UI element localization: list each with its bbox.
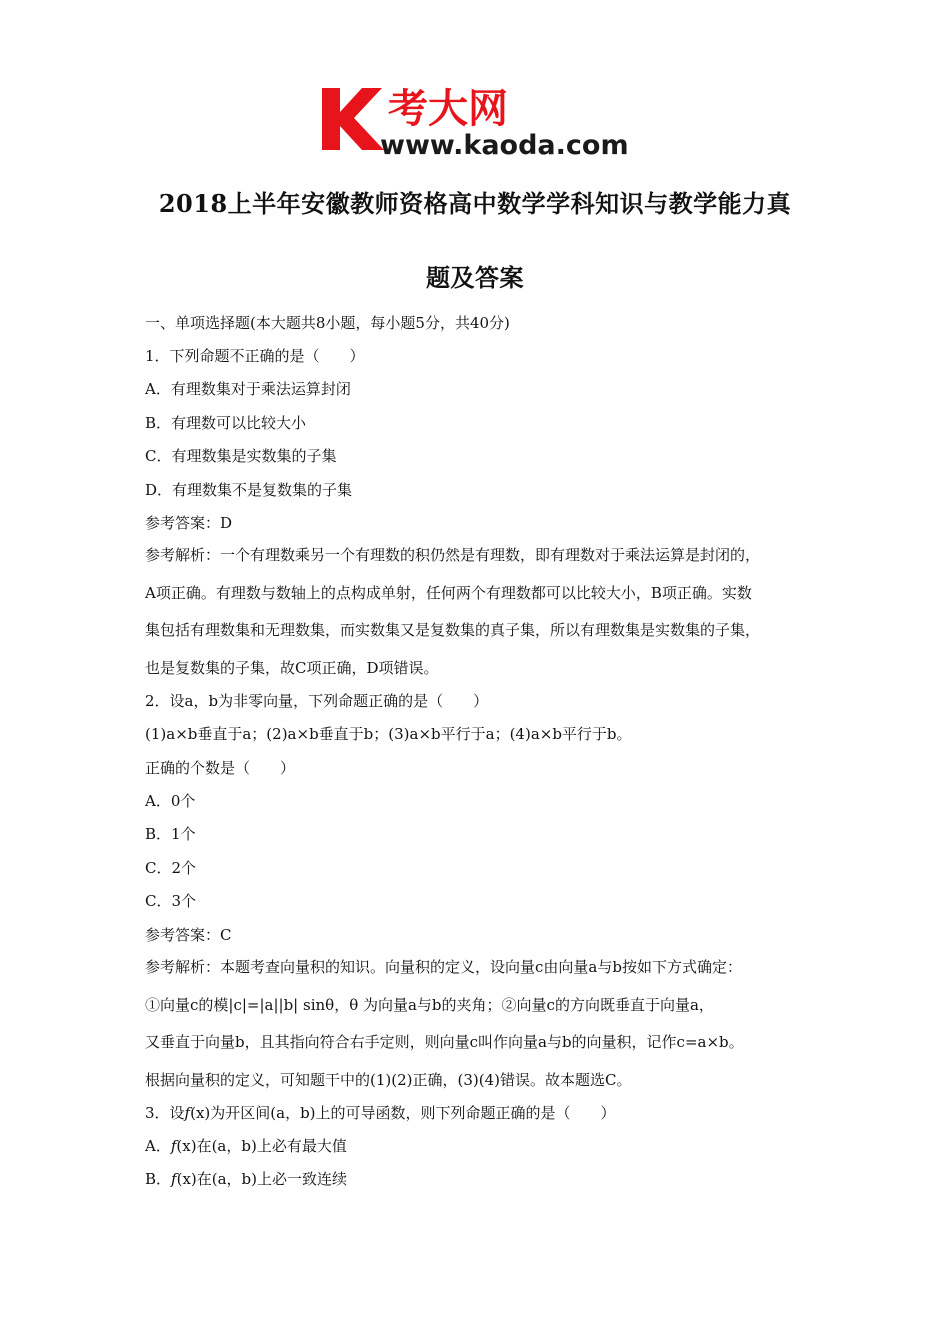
kaoda-logo-graphic (318, 78, 638, 158)
q1-analysis (145, 537, 817, 687)
q3-option-a-rest: (x)在(a，b)上必有最大值 (176, 1137, 347, 1155)
q1-answer: 参考答案：D (145, 514, 233, 532)
q3-stem (145, 1103, 815, 1123)
q3-option-a (145, 1136, 815, 1156)
q1-analysis-line-3: 集包括有理数集和无理数集，而实数集又是复数集的真子集，所以有理数集是实数集的子集， (145, 621, 761, 639)
q1-analysis-line-2: A项正确。有理数与数轴上的点构成单射，任何两个有理数都可以比较大小，B项正确。实数 (145, 583, 752, 602)
kaoda-logo (318, 78, 638, 158)
q2-analysis-line-3: 又垂直于向量b，且其指向符合右手定则，则向量c叫作向量a与b的向量积，记作c=a×b。 (145, 1033, 744, 1051)
q2-option-a: A．0个 (145, 792, 196, 810)
logo-k-mark (322, 88, 384, 150)
q3-option-b-rest: (x)在(a，b)上必一致连续 (176, 1170, 348, 1188)
page-title-line-1: 2018上半年安徽教师资格高中数学学科知识与教学能力真 (158, 189, 792, 218)
q1-analysis-line-1: 参考解析：一个有理数乘另一个有理数的积仍然是有理数，即有理数对于乘法运算是封闭的， (145, 546, 761, 564)
q2-analysis-line-1: 参考解析：本题考查向量积的知识。向量积的定义，设向量c由向量a与b按如下方式确定： (145, 958, 742, 976)
q1-option-c: C．有理数集是实数集的子集 (145, 447, 337, 465)
q3-option-b-f: f (171, 1170, 177, 1188)
q3-stem-suffix: (x)为开区间(a，b)上的可导函数，则下列命题正确的是（ ） (190, 1104, 616, 1122)
q2-analysis (145, 949, 817, 1099)
q2-analysis-line-2: ①向量c的模|c|=|a||b| sinθ，θ 为向量a与b的夹角；②向量c的方向既垂直于向量a， (145, 995, 714, 1014)
q1-stem: 1．下列命题不正确的是（ ） (145, 347, 365, 365)
q2-statements: (1)a×b垂直于a；(2)a×b垂直于b；(3)a×b平行于a；(4)a×b平行于b。 (145, 725, 632, 743)
q2-option-d: C．3个 (145, 892, 197, 910)
q3-option-a-prefix: A． (145, 1137, 171, 1155)
q1-option-b: B．有理数可以比较大小 (145, 414, 307, 432)
q2-count-question: 正确的个数是（ ） (145, 759, 296, 777)
q2-option-b: B．1个 (145, 825, 196, 843)
q1-option-a: A．有理数集对于乘法运算封闭 (145, 380, 351, 398)
logo-brand-text: 考大网 (388, 86, 508, 132)
q2-answer: 参考答案：C (145, 926, 232, 944)
q1-option-d: D．有理数集不是复数集的子集 (145, 481, 353, 499)
q3-stem-f: f (184, 1104, 191, 1122)
page-title-line-2: 题及答案 (426, 263, 524, 292)
q3-option-b-prefix: B． (145, 1170, 172, 1188)
q2-option-c: C．2个 (145, 859, 197, 877)
q3-option-a-f: f (170, 1137, 177, 1155)
q2-analysis-line-4: 根据向量积的定义，可知题干中的(1)(2)正确，(3)(4)错误。故本题选C。 (145, 1070, 632, 1089)
section-heading: 一、单项选择题(本大题共8小题，每小题5分，共40分) (145, 314, 510, 332)
logo-url-text: www.kaoda.com (380, 130, 629, 158)
q3-stem-prefix: 3．设 (145, 1104, 185, 1122)
q3-option-b (145, 1169, 815, 1189)
q2-stem: 2．设a，b为非零向量，下列命题正确的是（ ） (145, 692, 489, 710)
q1-analysis-line-4: 也是复数集的子集，故C项正确，D项错误。 (145, 658, 439, 677)
